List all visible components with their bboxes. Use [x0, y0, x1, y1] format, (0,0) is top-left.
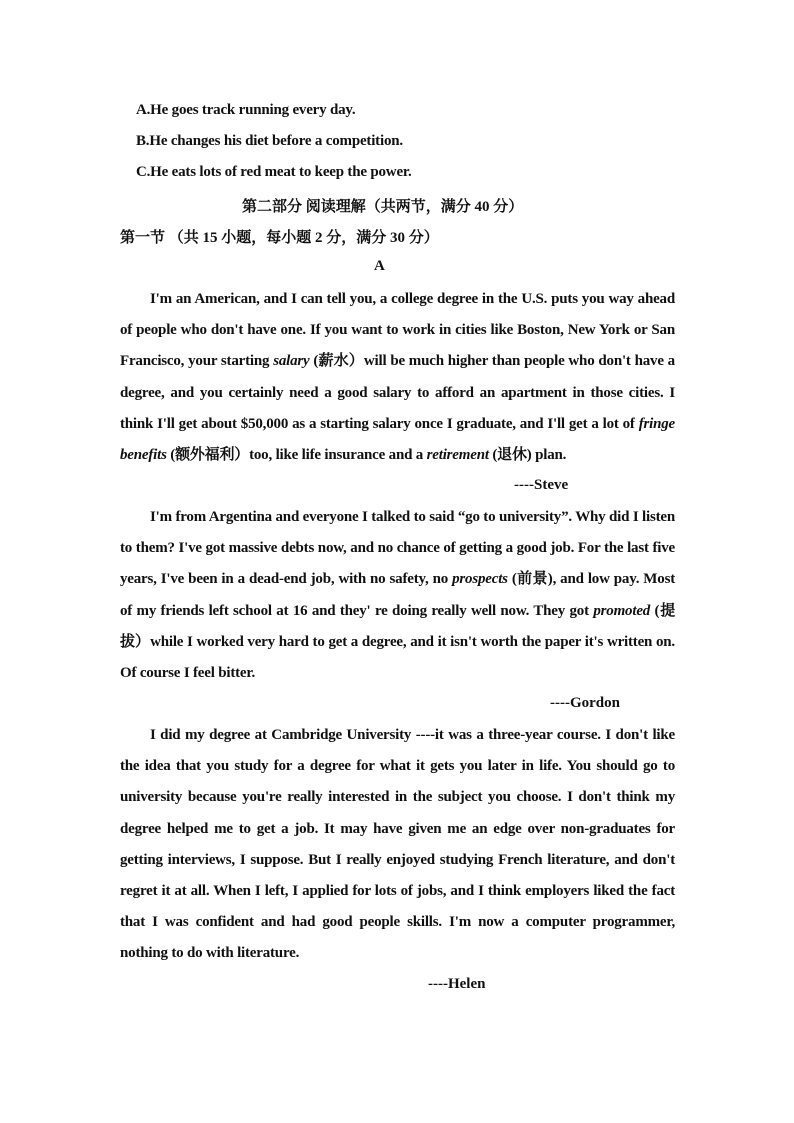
option-a: A.He goes track running every day.: [136, 102, 356, 118]
steve-text-1: I'm an American, and I can tell you, a college degree in the U.S. puts you way ahead of people who don't have one. If you want to work in cities like Boston, New York or San Francisco, your starting: [120, 291, 675, 370]
passage-label: A: [374, 258, 385, 274]
option-c: C.He eats lots of red meat to keep the power.: [136, 164, 412, 180]
signature-steve: ----Steve: [514, 477, 569, 493]
gordon-word-promoted: promoted: [593, 602, 651, 619]
part-title: 第二部分 阅读理解（共两节，满分 40 分）: [242, 199, 524, 215]
paragraph-gordon: [120, 502, 675, 689]
signature-helen: ----Helen: [428, 976, 486, 992]
helen-text: I did my degree at Cambridge University ----it was a three-year course. I don't like the idea that you study for a degree for what it gets you later in life. You should go to university because you're really interested in the subject you choose. I don't think my degree helped me to get a job. It may have given me an edge over non-graduates for getting interviews, I suppose. But I really enjoyed studying French literature, and don't regret it at all. When I left, I applied for lots of jobs, and I think employers liked the fact that I was confident and had good people skills. I'm now a computer programmer, nothing to do with literature.: [120, 727, 675, 962]
steve-text-4: (退休) plan.: [488, 447, 567, 464]
option-b: B.He changes his diet before a competition.: [136, 133, 403, 149]
section-title: 第一节 （共 15 小题，每小题 2 分，满分 30 分）: [120, 230, 439, 246]
paragraph-helen: [120, 720, 675, 970]
signature-gordon: ----Gordon: [550, 695, 620, 711]
gordon-text-3: (提拔）while I worked very hard to get a degree, and it isn't worth the paper it's written on. Of course I feel bitter.: [120, 602, 675, 682]
gordon-text-2: (前景), and low pay. Most of my friends left school at 16 and they' re doing really well now. They got: [120, 571, 675, 619]
steve-word-retirement: retirement: [426, 447, 489, 464]
steve-text-3: (额外福利）too, like life insurance and a: [166, 447, 427, 464]
gordon-text-1: I'm from Argentina and everyone I talked to said “go to university”. Why did I listen to them? I've got massive debts now, and no chance of getting a good job. For the last five years, I've been in a dead-end job, with no safety, no: [120, 509, 675, 588]
steve-word-salary: salary: [273, 353, 310, 370]
paragraph-steve: [120, 284, 675, 471]
gordon-word-prospects: prospects: [452, 571, 508, 588]
steve-text-2: (薪水）will be much higher than people who don't have a degree, and you certainly need a good salary to afford an apartment in those cities. I think I'll get about $50,000 as a starting salary once I graduate, and I'll get a lot of: [120, 353, 675, 432]
steve-word-fringe-benefits: fringe benefits: [120, 415, 675, 464]
